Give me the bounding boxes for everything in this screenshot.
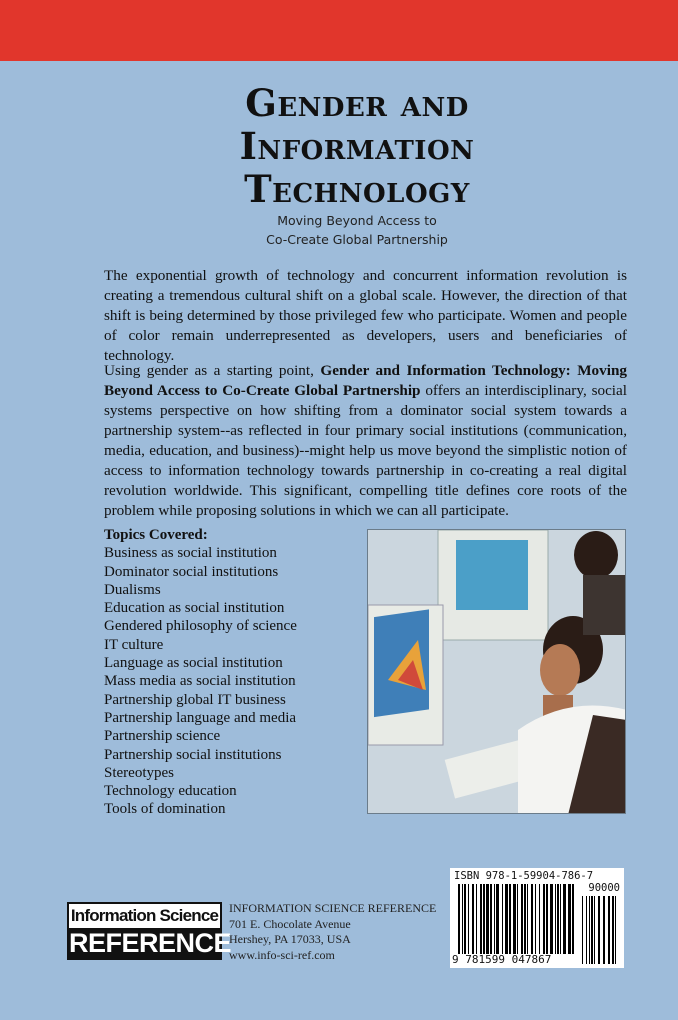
- title-line: Information: [239, 124, 475, 168]
- topic-item: Partnership social institutions: [104, 746, 282, 763]
- topic-item: Technology education: [104, 783, 237, 800]
- topic-item: Mass media as social institution: [104, 673, 296, 690]
- logo-top-text: Information Science: [70, 906, 219, 925]
- topic-item: Business as social institution: [104, 545, 277, 562]
- barcode-number: 9 781599 047867: [452, 953, 552, 966]
- topics-heading: Topics Covered:: [104, 527, 208, 543]
- text: offers an interdisciplinary, social systems perspective on how shifting from a dominator social system towards a partnership system--as reflected in four primary social institutions (communication, media, education, and business)--might help us move beyond the simplistic notion of access to information technology towards partnership in co-creating a real digital revolution worldwide. This significant, compelling title defines core roots of the problem while proposing solutions in which we can all participate.: [104, 382, 627, 519]
- book-title-inline: Gender and Information Technology: Moving Beyond Access to Co-Create Global Partnership: [104, 362, 627, 399]
- isbn-text: ISBN 978-1-59904-786-7: [454, 870, 594, 882]
- isbn-barcode: [450, 868, 624, 968]
- topic-item: Partnership global IT business: [104, 691, 286, 708]
- topic-item: Gendered philosophy of science: [104, 618, 297, 635]
- topics-list: [104, 526, 297, 819]
- topic-item: Tools of domination: [104, 801, 226, 818]
- description-paragraph-1: The exponential growth of technology and concurrent information revolution is creating a tremendous cultural shift on a global scale. However, the direction of that shift is being determined by those privileged few who participate. Women and people of color remain underrepresented as developers, users and beneficiaries of technology.: [104, 267, 627, 364]
- topic-item: Partnership science: [104, 728, 221, 745]
- logo-bottom-text: REFERENCE: [69, 928, 232, 958]
- book-title: [150, 82, 564, 211]
- topic-item: Dualisms: [104, 581, 161, 598]
- publisher-address: [229, 901, 436, 963]
- topic-item: Dominator social institutions: [104, 563, 279, 580]
- subtitle-line: Co-Create Global Partnership: [266, 232, 448, 247]
- publisher-website: www.info-sci-ref.com: [229, 947, 335, 962]
- publisher-name: INFORMATION SCIENCE REFERENCE: [229, 901, 437, 915]
- topic-item: Stereotypes: [104, 764, 174, 781]
- publisher-street: 701 E. Chocolate Avenue: [229, 916, 351, 931]
- publisher-city: Hershey, PA 17033, USA: [229, 932, 351, 946]
- description-paragraph-2: [104, 361, 627, 521]
- topic-item: Partnership language and media: [104, 709, 297, 726]
- subtitle-line: Moving Beyond Access to: [277, 213, 437, 228]
- title-line: Gender and: [245, 81, 469, 125]
- title-line: Technology: [244, 167, 470, 211]
- topic-item: Education as social institution: [104, 600, 285, 617]
- topic-item: IT culture: [104, 636, 164, 653]
- text: Using gender as a starting point,: [104, 362, 321, 379]
- book-subtitle: [150, 211, 564, 249]
- publisher-logo: [67, 902, 232, 960]
- cover-photo-computer-users: [367, 529, 626, 814]
- barcode-addon: 90000: [588, 882, 620, 894]
- top-color-band: [0, 0, 678, 61]
- topic-item: Language as social institution: [104, 655, 283, 672]
